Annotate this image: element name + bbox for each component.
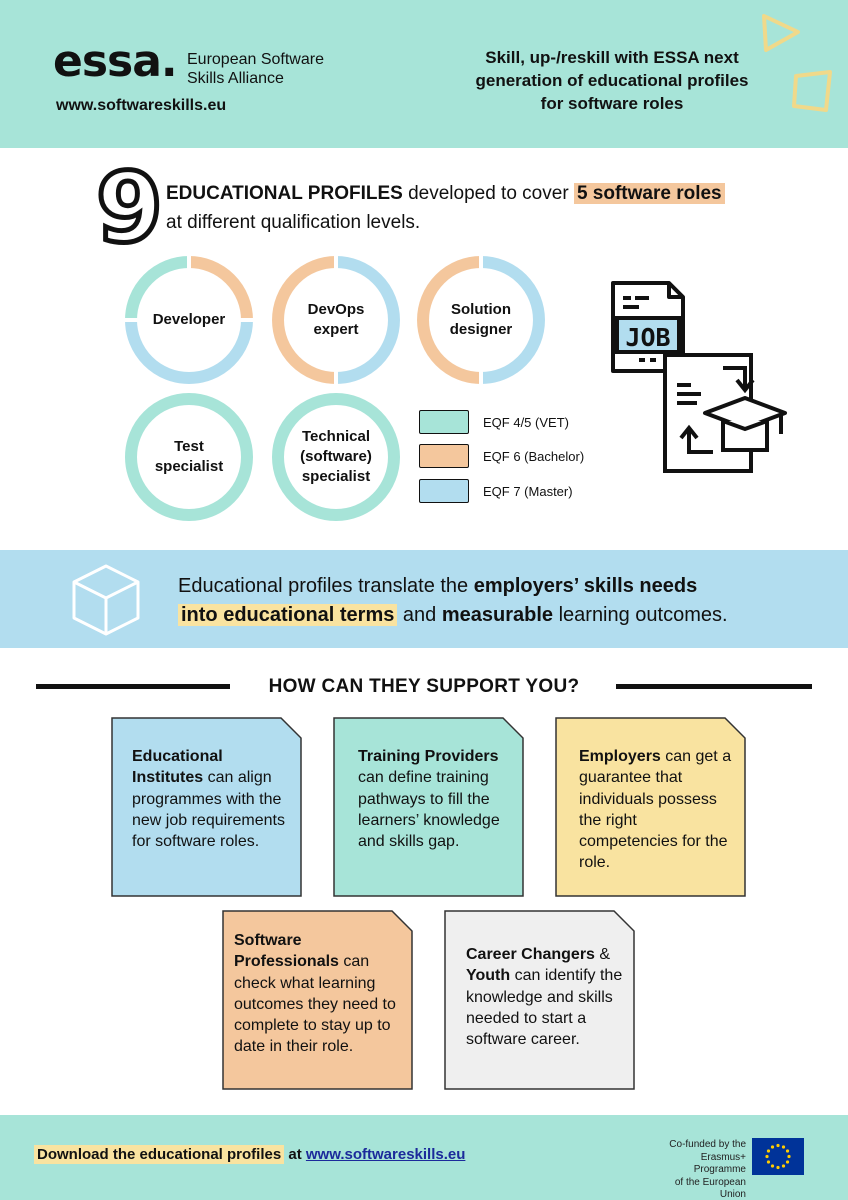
eu-star	[787, 1155, 790, 1158]
role-label-line1: Technical	[301, 428, 371, 445]
tagline-line1: Skill, up-/reskill with ESSA next	[485, 48, 739, 67]
intro-bold: EDUCATIONAL PROFILES	[166, 183, 403, 204]
eu-star	[767, 1149, 770, 1152]
legend-label: EQF 6 (Bachelor)	[483, 448, 585, 464]
card-title: Training Providers	[358, 748, 499, 765]
footer-link[interactable]: www.softwareskills.eu	[305, 1146, 466, 1163]
eu-star	[782, 1164, 785, 1167]
role-ring-devops	[272, 256, 400, 384]
card-text	[358, 746, 516, 852]
eu-star	[776, 1144, 779, 1147]
card-text	[234, 930, 406, 1058]
square-outline-icon	[786, 66, 838, 118]
eu-star	[771, 1145, 774, 1148]
eu-star	[782, 1145, 785, 1148]
divider-left	[36, 684, 230, 689]
eu-star	[786, 1149, 789, 1152]
logo-wordmark: essa.	[53, 36, 177, 87]
card-text	[579, 746, 737, 874]
divider-right	[616, 684, 812, 689]
eu-line2: Erasmus+ Programme	[693, 1151, 746, 1175]
card-body: can check what learning outcomes they need to complete to stay up to date in their role.	[234, 953, 396, 1056]
banner-text	[178, 572, 818, 630]
role-label-line1: Developer	[152, 311, 226, 328]
job-text: JOB	[625, 323, 671, 352]
eu-star	[765, 1155, 768, 1158]
role-label	[272, 256, 400, 384]
card-employers	[555, 717, 746, 897]
role-ring-solution-designer	[417, 256, 545, 384]
role-label-line2: (software)	[300, 448, 372, 465]
card-body: can define training pathways to fill the learners’ knowledge and skills gap.	[358, 769, 500, 851]
eu-star	[786, 1160, 789, 1163]
role-label-line1: Test	[174, 438, 204, 455]
role-ring-developer	[125, 256, 253, 384]
role-label	[417, 256, 545, 384]
eu-flag-icon	[752, 1138, 804, 1175]
banner-highlight: into educational terms	[178, 604, 397, 626]
eu-funding-text	[650, 1139, 746, 1200]
role-label-line2: specialist	[154, 458, 224, 475]
role-label-line3: specialist	[301, 468, 371, 485]
card-body: can align programmes with the new job requirements for software roles.	[132, 769, 285, 851]
legend-item-master	[419, 479, 639, 503]
legend-swatch	[419, 444, 469, 468]
intro-highlight: 5 software roles	[574, 183, 725, 204]
card-text	[466, 944, 626, 1050]
banner-part2: and	[397, 604, 442, 626]
role-ring-test-specialist	[125, 393, 253, 521]
card-amp: &	[594, 946, 611, 963]
card-training-providers	[333, 717, 524, 897]
role-label-line1: DevOps	[307, 301, 365, 318]
footer-cta	[34, 1146, 465, 1163]
job-to-education-icon	[605, 280, 790, 475]
role-ring-technical-specialist	[272, 393, 400, 521]
role-label-line1: Solution	[451, 301, 511, 318]
eu-star	[776, 1166, 779, 1169]
logo-subtitle-line2: Skills Alliance	[187, 70, 284, 87]
role-label	[125, 256, 253, 384]
footer-cta-text: Download the educational profiles	[34, 1145, 284, 1164]
banner-bold2: measurable	[441, 604, 554, 626]
card-title: Employers	[579, 748, 661, 765]
profiles-count: 9	[96, 152, 163, 264]
role-label	[125, 393, 253, 521]
card-title: Career Changers	[466, 946, 595, 963]
card-body: can get a guarantee that individuals possess the right competencies for the role.	[579, 748, 732, 872]
section-title: HOW CAN THEY SUPPORT YOU?	[268, 676, 580, 697]
tagline-line3: for software roles	[540, 94, 684, 113]
card-software-professionals	[222, 910, 413, 1090]
eu-line1: Co-funded by the	[669, 1139, 746, 1150]
cube-icon	[66, 558, 146, 638]
logo-subtitle	[187, 50, 347, 88]
card-body: can identify the knowledge and skills needed to start a software career.	[466, 967, 623, 1049]
tagline-line2: generation of educational profiles	[475, 71, 749, 90]
profiles-intro	[166, 179, 806, 237]
card-career-changers	[444, 910, 635, 1090]
intro-mid: developed to cover	[402, 183, 574, 204]
eu-line3: of the European Union	[674, 1176, 746, 1200]
legend-swatch	[419, 479, 469, 503]
card-educational-institutes	[111, 717, 302, 897]
logo-subtitle-line1: European Software	[187, 51, 324, 68]
card-title-2: Youth	[466, 967, 511, 985]
banner-bold1: employers’ skills needs	[473, 575, 698, 597]
role-label-line2: expert	[313, 321, 359, 338]
role-label	[272, 393, 400, 521]
intro-line2: at different qualification levels.	[166, 212, 421, 233]
role-label-line2: designer	[449, 321, 513, 338]
legend-label: EQF 4/5 (VET)	[483, 414, 569, 430]
header-tagline	[447, 46, 777, 115]
header-url[interactable]: www.softwareskills.eu	[56, 97, 227, 114]
banner-part1: Educational profiles translate the	[178, 575, 474, 597]
eu-star	[771, 1164, 774, 1167]
card-title: Software Professionals	[234, 932, 339, 971]
legend-label: EQF 7 (Master)	[483, 483, 573, 499]
footer-at: at	[284, 1146, 306, 1163]
banner-part3: learning outcomes.	[553, 604, 728, 626]
card-title: Educational Institutes	[132, 748, 223, 787]
legend-swatch	[419, 410, 469, 434]
card-text	[132, 746, 292, 852]
eu-star	[767, 1160, 770, 1163]
